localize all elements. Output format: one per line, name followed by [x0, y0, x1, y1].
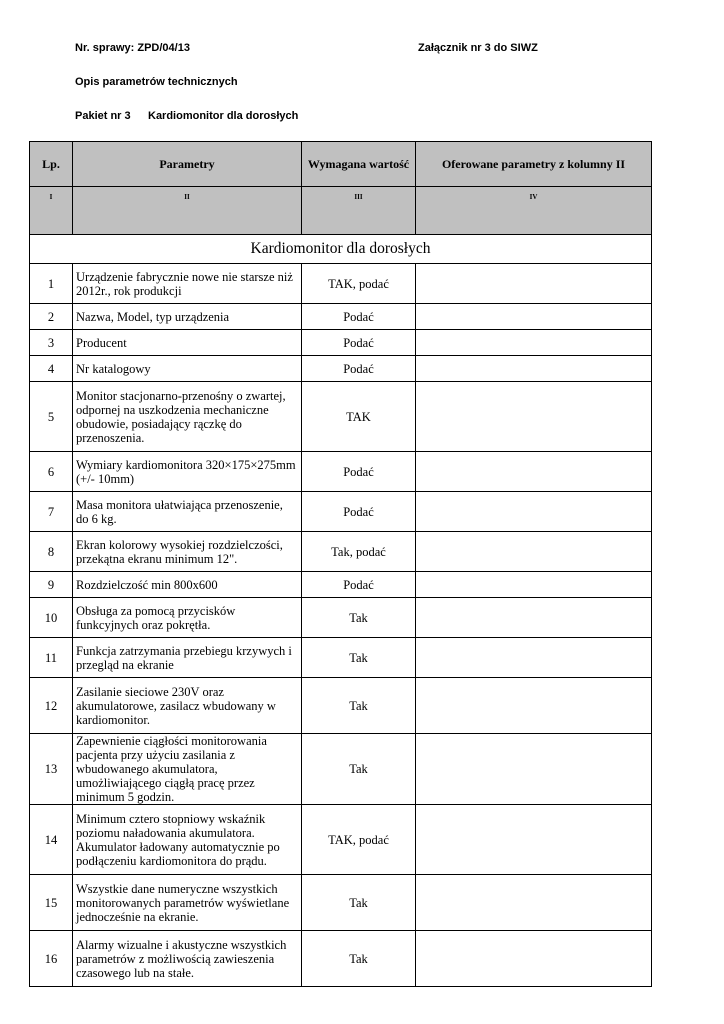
row-parameter: Masa monitora ułatwiająca przenoszenie, do 6 kg. [73, 492, 302, 532]
row-number: 9 [30, 572, 73, 598]
row-parameter: Zapewnienie ciągłości monitorowania pacjenta przy użyciu zasilania z wbudowanego akumulatora, umożliwiającego ciągłą pracę przez minimum 5 godzin. [73, 734, 302, 805]
row-number: 1 [30, 264, 73, 304]
table-row [30, 532, 652, 572]
col-header-required-value: Wymagana wartość [302, 142, 416, 187]
table-row [30, 304, 652, 330]
row-offered[interactable] [416, 598, 652, 638]
row-offered[interactable] [416, 532, 652, 572]
table-row [30, 598, 652, 638]
row-parameter: Funkcja zatrzymania przebiegu krzywych i przegląd na ekranie [73, 638, 302, 678]
row-required-value: Podać [302, 304, 416, 330]
table-row [30, 356, 652, 382]
row-offered[interactable] [416, 931, 652, 987]
row-number: 2 [30, 304, 73, 330]
row-number: 4 [30, 356, 73, 382]
table-row [30, 492, 652, 532]
row-parameter: Producent [73, 330, 302, 356]
row-required-value: Tak [302, 875, 416, 931]
col-header-parameters: Parametry [73, 142, 302, 187]
row-number: 7 [30, 492, 73, 532]
row-number: 8 [30, 532, 73, 572]
package-name: Kardiomonitor dla dorosłych [148, 110, 299, 122]
row-required-value: Podać [302, 330, 416, 356]
row-offered[interactable] [416, 330, 652, 356]
row-parameter: Alarmy wizualne i akustyczne wszystkich parametrów z możliwością zawieszenia czasowego lub na stałe. [73, 931, 302, 987]
table-row [30, 452, 652, 492]
row-required-value: Podać [302, 572, 416, 598]
row-number: 12 [30, 678, 73, 734]
section-row [30, 235, 652, 264]
row-required-value: TAK [302, 382, 416, 452]
col-header-offered: Oferowane parametry z kolumny II [416, 142, 652, 187]
section-title: Kardiomonitor dla dorosłych [30, 235, 652, 264]
roman-iv: IV [416, 187, 652, 235]
table-row [30, 875, 652, 931]
row-parameter: Nazwa, Model, typ urządzenia [73, 304, 302, 330]
table-row [30, 805, 652, 875]
roman-i: I [30, 187, 73, 235]
package-label: Pakiet nr 3 [75, 110, 131, 122]
table-row [30, 572, 652, 598]
row-offered[interactable] [416, 492, 652, 532]
row-required-value: Tak [302, 678, 416, 734]
row-offered[interactable] [416, 678, 652, 734]
row-number: 13 [30, 734, 73, 805]
row-offered[interactable] [416, 264, 652, 304]
row-required-value: Podać [302, 356, 416, 382]
table-row [30, 678, 652, 734]
row-parameter: Obsługa za pomocą przycisków funkcyjnych oraz pokrętła. [73, 598, 302, 638]
row-number: 10 [30, 598, 73, 638]
row-number: 16 [30, 931, 73, 987]
row-offered[interactable] [416, 452, 652, 492]
row-parameter: Ekran kolorowy wysokiej rozdzielczości, przekątna ekranu minimum 12". [73, 532, 302, 572]
row-offered[interactable] [416, 304, 652, 330]
attachment-label: Załącznik nr 3 do SIWZ [418, 42, 538, 54]
table-row [30, 638, 652, 678]
row-number: 5 [30, 382, 73, 452]
row-number: 3 [30, 330, 73, 356]
row-parameter: Wymiary kardiomonitora 320×175×275mm (+/- 10mm) [73, 452, 302, 492]
case-number: Nr. sprawy: ZPD/04/13 [75, 42, 190, 54]
row-offered[interactable] [416, 638, 652, 678]
table-roman-row [30, 187, 652, 235]
row-parameter: Zasilanie sieciowe 230V oraz akumulatorowe, zasilacz wbudowany w kardiomonitor. [73, 678, 302, 734]
row-number: 6 [30, 452, 73, 492]
row-required-value: Tak [302, 931, 416, 987]
row-offered[interactable] [416, 734, 652, 805]
row-parameter: Minimum cztero stopniowy wskaźnik poziomu naładowania akumulatora. Akumulator ładowany automatycznie po podłączeniu kardiomonitora do prądu. [73, 805, 302, 875]
row-parameter: Urządzenie fabrycznie nowe nie starsze niż 2012r., rok produkcji [73, 264, 302, 304]
table-row [30, 330, 652, 356]
table-row [30, 382, 652, 452]
document-subtitle: Opis parametrów technicznych [75, 76, 238, 88]
row-number: 11 [30, 638, 73, 678]
row-required-value: Tak, podać [302, 532, 416, 572]
row-required-value: TAK, podać [302, 805, 416, 875]
row-required-value: Tak [302, 598, 416, 638]
row-offered[interactable] [416, 875, 652, 931]
row-required-value: TAK, podać [302, 264, 416, 304]
row-required-value: Tak [302, 638, 416, 678]
row-parameter: Wszystkie dane numeryczne wszystkich monitorowanych parametrów wyświetlane jednocześnie na ekranie. [73, 875, 302, 931]
roman-iii: III [302, 187, 416, 235]
row-offered[interactable] [416, 382, 652, 452]
row-required-value: Podać [302, 492, 416, 532]
table-row [30, 931, 652, 987]
row-number: 14 [30, 805, 73, 875]
row-parameter: Nr katalogowy [73, 356, 302, 382]
row-offered[interactable] [416, 572, 652, 598]
parameters-table [29, 141, 652, 987]
table-header-row [30, 142, 652, 187]
col-header-lp: Lp. [30, 142, 73, 187]
table-row [30, 734, 652, 805]
roman-ii: II [73, 187, 302, 235]
table-row [30, 264, 652, 304]
row-required-value: Tak [302, 734, 416, 805]
row-number: 15 [30, 875, 73, 931]
row-parameter: Rozdzielczość min 800x600 [73, 572, 302, 598]
row-offered[interactable] [416, 356, 652, 382]
row-parameter: Monitor stacjonarno-przenośny o zwartej, odpornej na uszkodzenia mechaniczne obudowie, posiadający rączkę do przenoszenia. [73, 382, 302, 452]
row-required-value: Podać [302, 452, 416, 492]
row-offered[interactable] [416, 805, 652, 875]
